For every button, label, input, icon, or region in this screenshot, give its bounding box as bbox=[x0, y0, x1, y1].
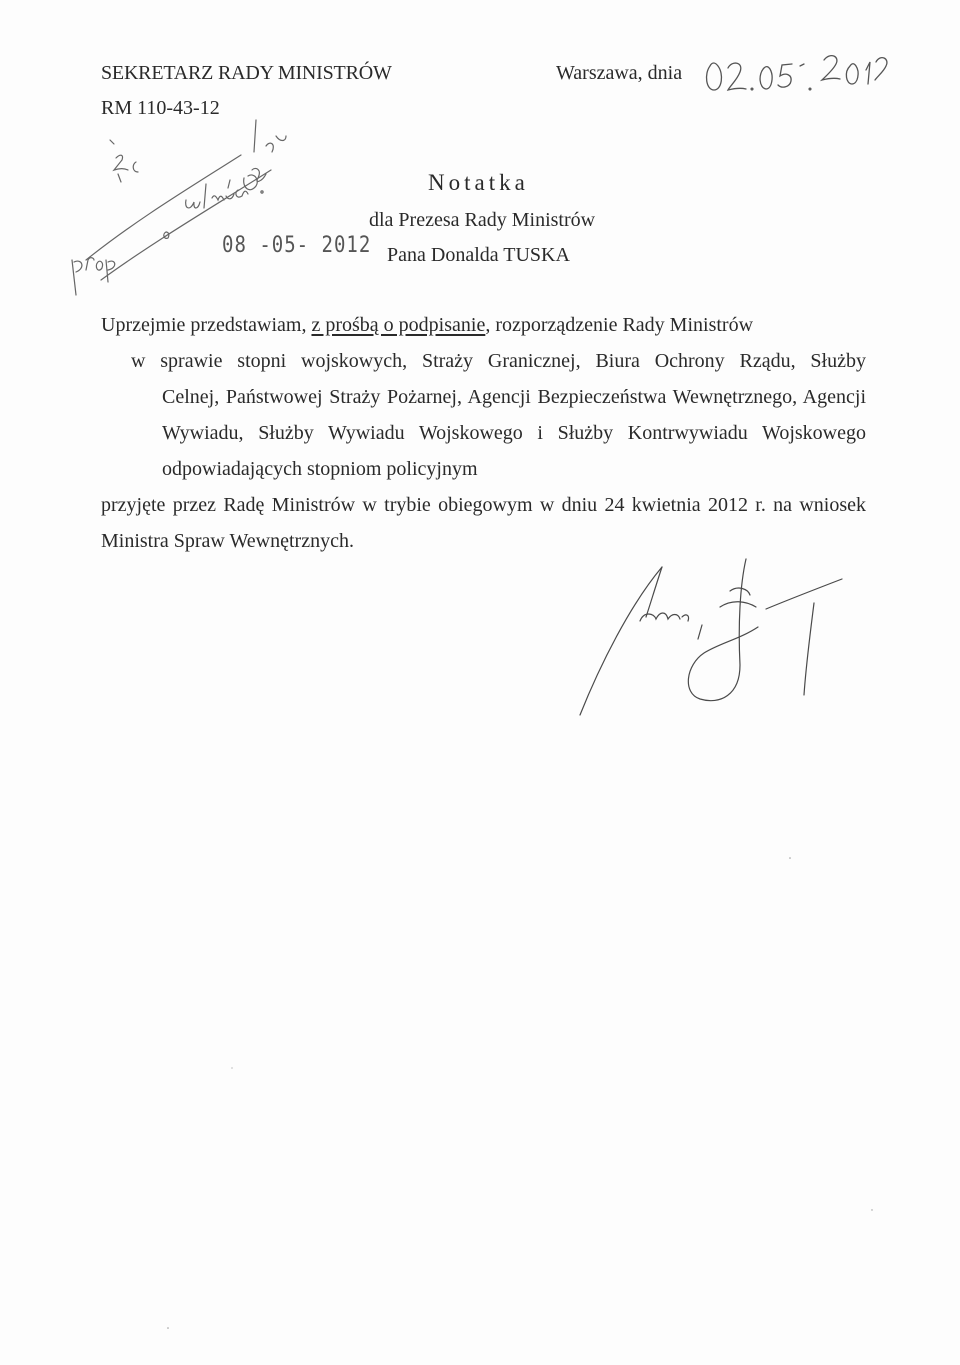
addressee-line-2: Pana Donalda TUSKA bbox=[387, 244, 570, 266]
body-line-3: Celnej, Państwowej Straży Pożarnej, Agencji Bezpieczeństwa Wewnętrznego, Agencji bbox=[162, 386, 866, 408]
reference-number: RM 110-43-12 bbox=[101, 97, 220, 119]
addressee-line-1: dla Prezesa Rady Ministrów bbox=[369, 209, 596, 231]
handwritten-date bbox=[700, 44, 890, 104]
body-line-2: w sprawie stopni wojskowych, Straży Granicznej, Biura Ochrony Rządu, Służby bbox=[131, 350, 866, 372]
body-line-5: odpowiadających stopniom policyjnym bbox=[162, 458, 478, 480]
body-line-7: Ministra Spraw Wewnętrznych. bbox=[101, 530, 354, 552]
place-date-label: Warszawa, dnia bbox=[556, 62, 683, 84]
underlined-request: z prośbą o podpisanie bbox=[311, 314, 486, 336]
body-line-6: przyjęte przez Radę Ministrów w trybie obiegowym w dniu 24 kwietnia 2012 r. na wniosek bbox=[101, 494, 866, 516]
note-title: Notatka bbox=[428, 170, 529, 195]
body-line-4: Wywiadu, Służby Wywiadu Wojskowego i Służby Kontrwywiadu Wojskowego bbox=[162, 422, 866, 444]
handwritten-annotation bbox=[66, 110, 366, 300]
body-line-1 bbox=[101, 314, 753, 337]
handwritten-signature bbox=[570, 555, 860, 725]
body-line-1-prefix: Uprzejmie przedstawiam, bbox=[101, 314, 312, 336]
sender-heading: SEKRETARZ RADY MINISTRÓW bbox=[101, 62, 392, 84]
body-line-1-suffix: , rozporządzenie Rady Ministrów bbox=[485, 314, 754, 336]
received-date-stamp: 08 -05- 2012 bbox=[222, 232, 372, 258]
